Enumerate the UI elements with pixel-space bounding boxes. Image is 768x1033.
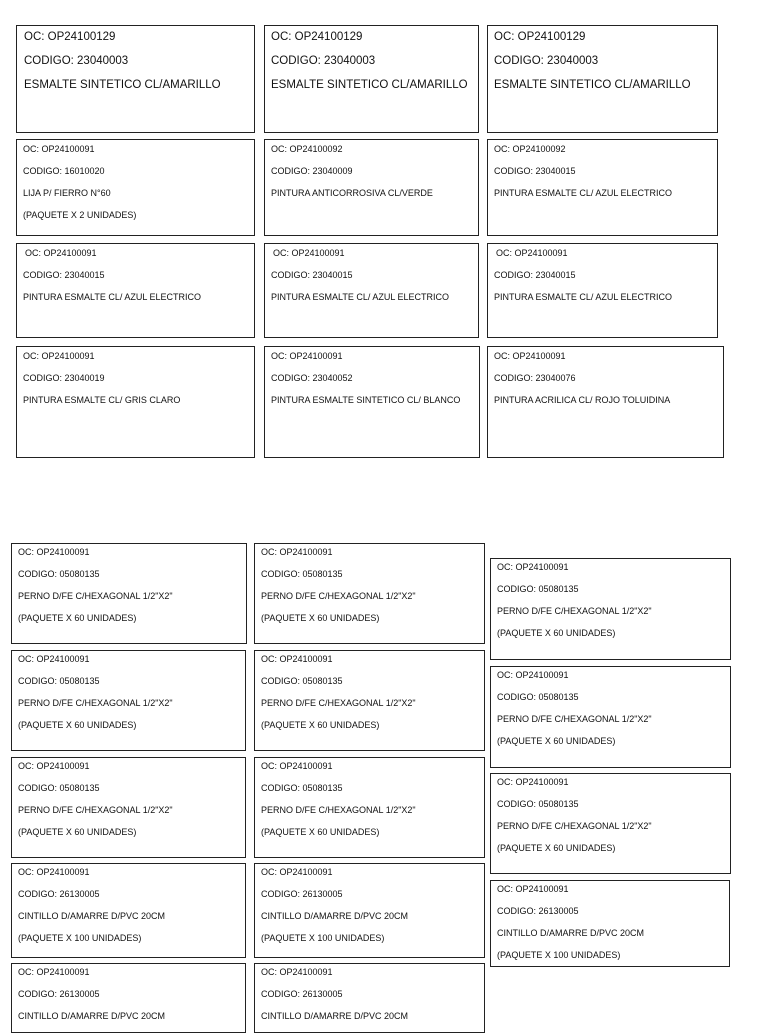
product-description: LIJA P/ FIERRO N°60 <box>23 188 111 198</box>
product-code: CODIGO: 05080135 <box>261 783 343 793</box>
order-number: OC: OP24100129 <box>24 31 116 43</box>
order-number: OC: OP24100129 <box>494 31 586 43</box>
product-code: CODIGO: 05080135 <box>261 569 343 579</box>
order-number: OC: OP24100091 <box>23 351 95 361</box>
product-code: CODIGO: 05080135 <box>18 676 100 686</box>
order-number: OC: OP24100091 <box>497 562 569 572</box>
product-description: PINTURA ESMALTE CL/ AZUL ELECTRICO <box>494 188 673 198</box>
order-number: OC: OP24100091 <box>18 967 90 977</box>
product-code: CODIGO: 23040003 <box>494 55 599 67</box>
order-number: OC: OP24100091 <box>494 351 566 361</box>
product-description: PINTURA ACRILICA CL/ ROJO TOLUIDINA <box>494 395 671 405</box>
product-description: PERNO D/FE C/HEXAGONAL 1/2"X2" <box>261 805 416 815</box>
product-code: CODIGO: 05080135 <box>18 569 100 579</box>
product-label <box>254 863 485 958</box>
product-description: PERNO D/FE C/HEXAGONAL 1/2"X2" <box>261 698 416 708</box>
product-code: CODIGO: 23040015 <box>494 166 576 176</box>
order-number: OC: OP24100091 <box>25 248 97 258</box>
order-number: OC: OP24100092 <box>494 144 566 154</box>
order-number: OC: OP24100091 <box>497 884 569 894</box>
package-quantity: (PAQUETE X 2 UNIDADES) <box>23 210 137 220</box>
product-code: CODIGO: 23040015 <box>271 270 353 280</box>
product-description: PERNO D/FE C/HEXAGONAL 1/2"X2" <box>18 698 173 708</box>
order-number: OC: OP24100091 <box>18 654 90 664</box>
product-description: PERNO D/FE C/HEXAGONAL 1/2"X2" <box>497 821 652 831</box>
product-description: CINTILLO D/AMARRE D/PVC 20CM <box>497 928 645 938</box>
order-number: OC: OP24100129 <box>271 31 363 43</box>
product-description: ESMALTE SINTETICO CL/AMARILLO <box>494 79 691 91</box>
order-number: OC: OP24100091 <box>261 867 333 877</box>
product-label <box>254 963 485 1033</box>
product-description: ESMALTE SINTETICO CL/AMARILLO <box>271 79 468 91</box>
order-number: OC: OP24100091 <box>261 547 333 557</box>
order-number: OC: OP24100091 <box>496 248 568 258</box>
product-description: PINTURA ESMALTE CL/ AZUL ELECTRICO <box>23 292 202 302</box>
product-label <box>11 963 246 1033</box>
product-label <box>254 650 485 751</box>
product-description: PINTURA ANTICORROSIVA CL/VERDE <box>271 188 433 198</box>
product-code: CODIGO: 26130005 <box>18 989 100 999</box>
product-label <box>490 880 730 967</box>
order-number: OC: OP24100091 <box>18 867 90 877</box>
order-number: OC: OP24100091 <box>23 144 95 154</box>
product-label <box>254 757 485 858</box>
product-code: CODIGO: 23040003 <box>24 55 129 67</box>
product-description: CINTILLO D/AMARRE D/PVC 20CM <box>261 911 409 921</box>
product-code: CODIGO: 05080135 <box>497 692 579 702</box>
package-quantity: (PAQUETE X 60 UNIDADES) <box>261 827 380 837</box>
order-number: OC: OP24100091 <box>18 761 90 771</box>
product-description: CINTILLO D/AMARRE D/PVC 20CM <box>18 911 166 921</box>
order-number: OC: OP24100091 <box>273 248 345 258</box>
product-description: PINTURA ESMALTE CL/ AZUL ELECTRICO <box>494 292 673 302</box>
product-code: CODIGO: 16010020 <box>23 166 105 176</box>
product-description: PERNO D/FE C/HEXAGONAL 1/2"X2" <box>497 714 652 724</box>
package-quantity: (PAQUETE X 60 UNIDADES) <box>18 613 137 623</box>
order-number: OC: OP24100091 <box>18 547 90 557</box>
product-code: CODIGO: 05080135 <box>497 584 579 594</box>
package-quantity: (PAQUETE X 60 UNIDADES) <box>497 843 616 853</box>
product-code: CODIGO: 26130005 <box>18 889 100 899</box>
package-quantity: (PAQUETE X 100 UNIDADES) <box>261 933 385 943</box>
package-quantity: (PAQUETE X 60 UNIDADES) <box>18 720 137 730</box>
product-code: CODIGO: 05080135 <box>261 676 343 686</box>
order-number: OC: OP24100091 <box>261 654 333 664</box>
product-description: PINTURA ESMALTE CL/ GRIS CLARO <box>23 395 181 405</box>
product-label <box>11 543 247 644</box>
package-quantity: (PAQUETE X 100 UNIDADES) <box>18 933 142 943</box>
product-label <box>11 863 246 958</box>
product-code: CODIGO: 23040003 <box>271 55 376 67</box>
package-quantity: (PAQUETE X 60 UNIDADES) <box>497 736 616 746</box>
product-code: CODIGO: 23040076 <box>494 373 576 383</box>
product-code: CODIGO: 23040015 <box>23 270 105 280</box>
product-code: CODIGO: 26130005 <box>497 906 579 916</box>
product-description: ESMALTE SINTETICO CL/AMARILLO <box>24 79 221 91</box>
product-code: CODIGO: 26130005 <box>261 989 343 999</box>
order-number: OC: OP24100091 <box>497 670 569 680</box>
package-quantity: (PAQUETE X 100 UNIDADES) <box>497 950 621 960</box>
order-number: OC: OP24100091 <box>261 967 333 977</box>
product-label <box>490 666 731 768</box>
order-number: OC: OP24100091 <box>261 761 333 771</box>
product-description: PERNO D/FE C/HEXAGONAL 1/2"X2" <box>261 591 416 601</box>
order-number: OC: OP24100091 <box>271 351 343 361</box>
product-code: CODIGO: 23040015 <box>494 270 576 280</box>
product-code: CODIGO: 23040052 <box>271 373 353 383</box>
package-quantity: (PAQUETE X 60 UNIDADES) <box>497 628 616 638</box>
product-label <box>11 757 246 858</box>
product-label <box>11 650 246 751</box>
product-description: CINTILLO D/AMARRE D/PVC 20CM <box>261 1011 409 1021</box>
package-quantity: (PAQUETE X 60 UNIDADES) <box>18 827 137 837</box>
product-label <box>254 543 485 644</box>
product-description: PINTURA ESMALTE SINTETICO CL/ BLANCO <box>271 395 461 405</box>
product-code: CODIGO: 23040019 <box>23 373 105 383</box>
order-number: OC: OP24100092 <box>271 144 343 154</box>
product-code: CODIGO: 05080135 <box>497 799 579 809</box>
product-code: CODIGO: 26130005 <box>261 889 343 899</box>
product-description: PERNO D/FE C/HEXAGONAL 1/2"X2" <box>497 606 652 616</box>
product-label <box>490 773 731 874</box>
product-label <box>490 558 731 660</box>
package-quantity: (PAQUETE X 60 UNIDADES) <box>261 720 380 730</box>
product-code: CODIGO: 05080135 <box>18 783 100 793</box>
package-quantity: (PAQUETE X 60 UNIDADES) <box>261 613 380 623</box>
product-description: CINTILLO D/AMARRE D/PVC 20CM <box>18 1011 166 1021</box>
order-number: OC: OP24100091 <box>497 777 569 787</box>
product-code: CODIGO: 23040009 <box>271 166 353 176</box>
product-description: PERNO D/FE C/HEXAGONAL 1/2"X2" <box>18 805 173 815</box>
product-description: PERNO D/FE C/HEXAGONAL 1/2"X2" <box>18 591 173 601</box>
product-description: PINTURA ESMALTE CL/ AZUL ELECTRICO <box>271 292 450 302</box>
